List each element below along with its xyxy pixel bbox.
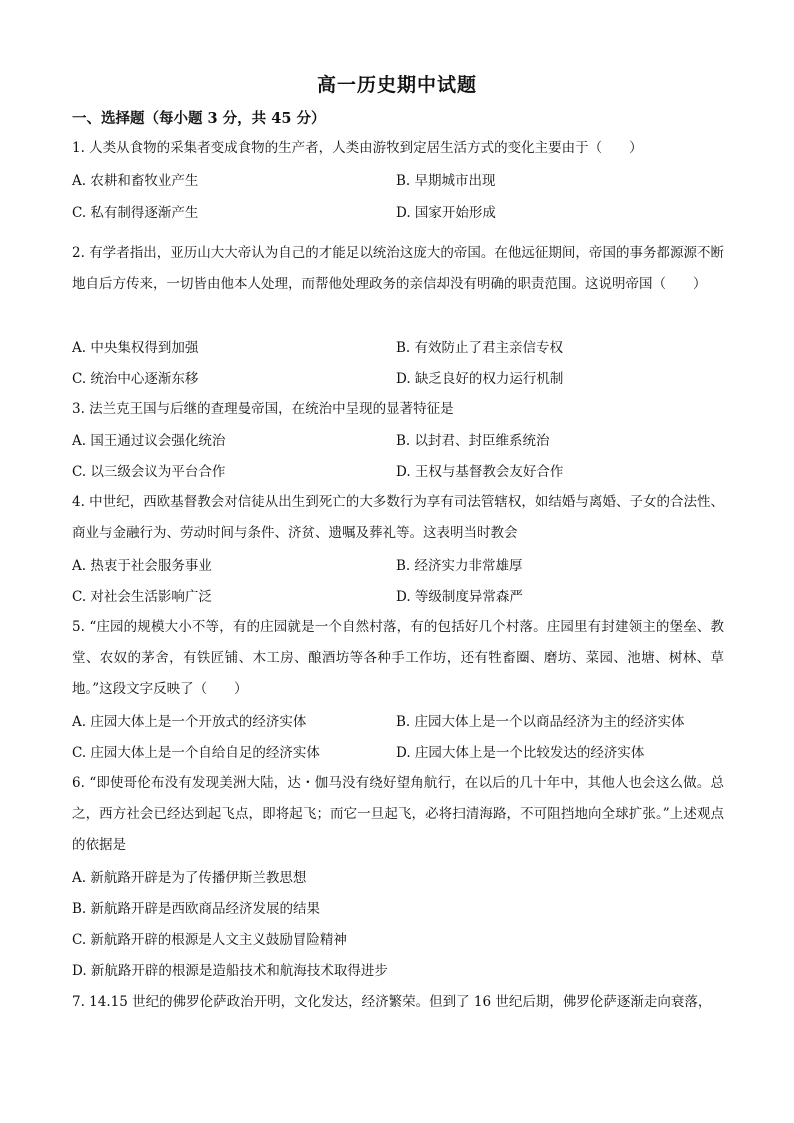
question-5-stem: 5. “庄园的规模大小不等，有的庄园就是一个自然村落，有的包括好几个村落。庄园里有封建领主的堡垒、教堂、农奴的茅舍，有铁匠铺、木工房、酿酒坊等各种手工作坊，还有牲畜圈、磨坊、菜园、池塘、树林、草地。”这段文字反映了（ ） (72, 619, 724, 697)
question-2-option-c: C. 统治中心逐渐东移 (72, 371, 199, 387)
question-3-stem: 3. 法兰克王国与后继的查理曼帝国，在统治中呈现的显著特征是 (72, 401, 454, 417)
question-4-option-c: C. 对社会生活影响广泛 (72, 589, 212, 605)
question-1-option-d: D. 国家开始形成 (396, 205, 496, 221)
question-6-option-d: D. 新航路开辟的根源是造船技术和航海技术取得进步 (72, 963, 388, 979)
question-4-stem: 4. 中世纪，西欧基督教会对信徒从出生到死亡的大多数行为享有司法管辖权，如结婚与离婚、子女的合法性、商业与金融行为、劳动时间与条件、济贫、遗嘱及葬礼等。这表明当时教会 (72, 494, 724, 541)
question-2-stem: 2. 有学者指出，亚历山大大帝认为自己的才能足以统治这庞大的帝国。在他远征期间，帝国的事务都源源不断地自后方传来，一切皆由他本人处理，而帮他处理政务的亲信却没有明确的职责范围。这说明帝国（ ） (72, 245, 724, 292)
question-3-option-c: C. 以三级会议为平台合作 (72, 464, 226, 480)
question-5-option-c: C. 庄园大体上是一个自给自足的经济实体 (72, 745, 320, 761)
question-6-option-c: C. 新航路开辟的根源是人文主义鼓励冒险精神 (72, 932, 347, 948)
page-title: 高一历史期中试题 (316, 74, 477, 96)
question-3-option-d: D. 王权与基督教会友好合作 (396, 464, 564, 480)
question-4-option-a: A. 热衷于社会服务事业 (72, 558, 212, 574)
question-2-option-b: B. 有效防止了君主亲信专权 (396, 340, 564, 356)
question-2-option-d: D. 缺乏良好的权力运行机制 (396, 371, 564, 387)
question-4-option-d: D. 等级制度异常森严 (396, 589, 523, 605)
question-1-option-c: C. 私有制得逐渐产生 (72, 205, 199, 221)
question-7-stem: 7. 14.15 世纪的佛罗伦萨政治开明，文化发达，经济繁荣。但到了 16 世纪后期，佛罗伦萨逐渐走向衰落， (72, 994, 712, 1010)
question-5-option-d: D. 庄园大体上是一个比较发达的经济实体 (396, 745, 645, 761)
question-6-option-b: B. 新航路开辟是西欧商品经济发展的结果 (72, 901, 321, 917)
question-6-stem: 6. “即使哥伦布没有发现美洲大陆，达・伽马没有绕好望角航行，在以后的几十年中，其他人也会这么做。总之，西方社会已经达到起飞点，即将起飞；而它一旦起飞，必将扫清海路，不可阻挡地向全球扩张。”上述观点的依据是 (72, 775, 724, 853)
question-5-option-a: A. 庄园大体上是一个开放式的经济实体 (72, 714, 307, 730)
question-2-option-a: A. 中央集权得到加强 (72, 340, 199, 356)
section-heading: 一、选择题（每小题 3 分，共 45 分） (72, 110, 326, 127)
question-1-stem: 1. 人类从食物的采集者变成食物的生产者，人类由游牧到定居生活方式的变化主要由于（ ） (72, 140, 643, 156)
question-1-option-a: A. 农耕和畜牧业产生 (72, 173, 199, 189)
question-4-option-b: B. 经济实力非常雄厚 (396, 558, 523, 574)
question-3-option-a: A. 国王通过议会强化统治 (72, 433, 226, 449)
question-5-option-b: B. 庄园大体上是一个以商品经济为主的经济实体 (396, 714, 685, 730)
question-1-option-b: B. 早期城市出现 (396, 173, 496, 189)
question-3-option-b: B. 以封君、封臣维系统治 (396, 433, 550, 449)
question-6-option-a: A. 新航路开辟是为了传播伊斯兰教思想 (72, 870, 307, 886)
